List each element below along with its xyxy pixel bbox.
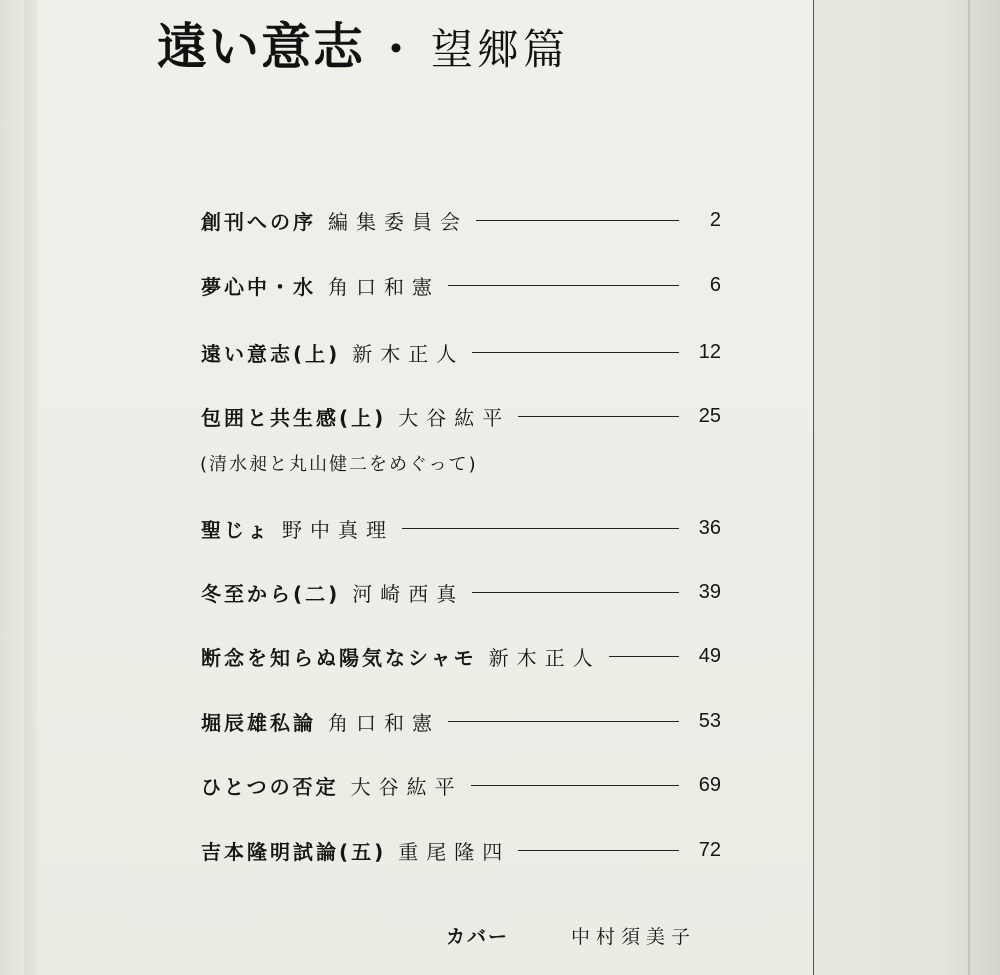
title-separator: ・ [375,25,418,74]
toc-title: 断念を知らぬ陽気なシャモ [201,645,477,670]
toc-title: 夢心中・水 [201,274,316,299]
page-edge [24,0,38,975]
toc-page-number: 6 [709,273,721,296]
toc-title: 創刊への序 [201,209,316,234]
toc-page-number: 25 [698,404,721,427]
toc-author: 角口和憲 [328,274,440,299]
toc-entry [201,510,721,546]
toc-entry [201,832,721,868]
toc-entry [201,767,721,803]
toc-page-number: 12 [698,340,721,363]
toc-leader-line [476,220,679,221]
toc-page-number: 53 [698,709,721,732]
page-fold-line [968,0,970,975]
cover-label: カバー [446,926,510,948]
page-title [157,18,570,76]
toc-author: 大谷紘平 [398,405,511,430]
toc-leader-line [448,285,679,286]
toc-title: 吉本隆明試論(五) [201,839,387,864]
toc-title: 包囲と共生感(上) [201,405,387,430]
title-main: 遠い意志 [157,18,365,76]
toc-entry [201,703,721,739]
toc-page-number: 36 [698,516,721,539]
toc-entry [201,202,721,238]
toc-title: 冬至から(二) [201,581,341,606]
toc-page-number: 72 [698,838,721,861]
toc-leader-line [471,785,679,786]
toc-author: 新木正人 [352,341,465,366]
toc-leader-line [609,656,679,657]
toc-author: 角口和憲 [328,710,440,735]
toc-title: 遠い意志(上) [201,341,341,366]
toc-author: 編集委員会 [328,209,468,234]
toc-entry [201,638,721,674]
toc-entry [201,334,721,370]
toc-subtitle: (清水昶と丸山健二をめぐって) [200,454,478,475]
toc-author: 重尾隆四 [398,839,511,864]
cover-artist: 中村須美子 [571,926,697,948]
toc-title: 堀辰雄私論 [201,710,316,735]
toc-page-number: 2 [709,208,721,231]
toc-leader-line [402,528,679,529]
toc-entry [201,574,721,610]
facing-page [815,0,1000,975]
toc-page-number: 69 [698,773,721,796]
toc-leader-line [472,592,679,593]
toc-leader-line [448,721,679,722]
toc-author: 河崎西真 [352,581,465,606]
toc-leader-line [518,850,679,851]
toc-author: 野中真理 [282,517,394,542]
toc-page-number: 49 [698,644,721,667]
toc-leader-line [472,352,679,353]
toc-author: 新木正人 [488,645,601,670]
toc-entry [201,398,721,434]
contents-page [38,0,814,975]
toc-title: 聖じょ [201,517,270,542]
toc-leader-line [518,416,679,417]
toc-author: 大谷紘平 [350,774,463,799]
toc-entry [201,267,721,303]
cover-credit [446,922,696,949]
toc-page-number: 39 [698,580,721,603]
title-sub: 望郷篇 [431,25,570,74]
toc-title: ひとつの否定 [201,774,339,799]
